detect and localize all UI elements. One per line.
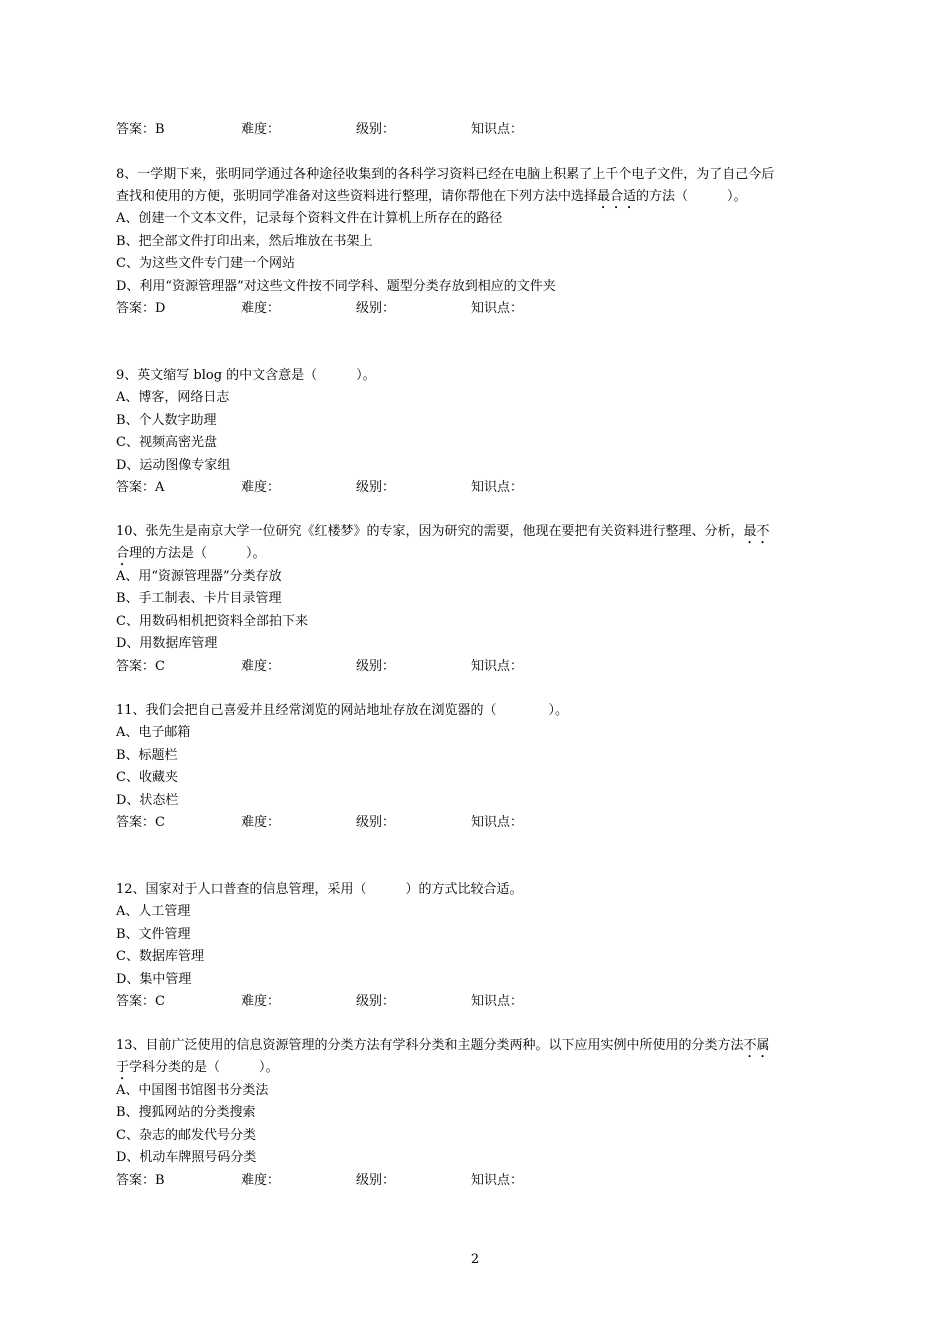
option-a: A、博客，网络日志 bbox=[116, 390, 230, 405]
question-text: 于学科分类的是（ ）。 bbox=[116, 1060, 279, 1075]
level: 级别： bbox=[356, 301, 396, 316]
knowledge-point: 知识点： bbox=[471, 122, 524, 137]
option-d: D、利用“资源管理器”对这些文件按不同学科、题型分类存放到相应的文件夹 bbox=[116, 279, 556, 294]
answer: 答案：B bbox=[116, 122, 165, 137]
answer: 答案：C bbox=[116, 659, 165, 674]
difficulty: 难度： bbox=[241, 815, 281, 830]
level: 级别： bbox=[356, 659, 396, 674]
option-b: B、手工制表、卡片目录管理 bbox=[116, 591, 282, 606]
difficulty: 难度： bbox=[241, 659, 281, 674]
answer: 答案：D bbox=[116, 301, 166, 316]
answer: 答案：C bbox=[116, 994, 165, 1009]
option-b: B、标题栏 bbox=[116, 748, 178, 763]
difficulty: 难度： bbox=[241, 122, 281, 137]
option-a: A、人工管理 bbox=[116, 904, 191, 919]
knowledge-point: 知识点： bbox=[471, 301, 524, 316]
question-text: 13、目前广泛使用的信息资源管理的分类方法有学科分类和主题分类两种。以下应用实例中所使用的分类方法不属 bbox=[116, 1038, 770, 1053]
level: 级别： bbox=[356, 815, 396, 830]
question-text: 9、英文缩写 blog 的中文含意是（ ）。 bbox=[116, 368, 376, 383]
difficulty: 难度： bbox=[241, 301, 281, 316]
level: 级别： bbox=[356, 122, 396, 137]
level: 级别： bbox=[356, 480, 396, 495]
option-d: D、状态栏 bbox=[116, 793, 179, 808]
difficulty: 难度： bbox=[241, 1173, 281, 1188]
question-text: 12、国家对于人口普查的信息管理，采用（ ）的方式比较合适。 bbox=[116, 882, 523, 897]
option-a: A、电子邮箱 bbox=[116, 725, 191, 740]
page-number: 2 bbox=[470, 1252, 480, 1267]
knowledge-point: 知识点： bbox=[471, 815, 524, 830]
emphasis-text: 最不 bbox=[743, 524, 770, 539]
option-d: D、运动图像专家组 bbox=[116, 458, 231, 473]
level: 级别： bbox=[356, 1173, 396, 1188]
option-b: B、个人数字助理 bbox=[116, 413, 217, 428]
answer: 答案：A bbox=[116, 480, 165, 495]
answer: 答案：C bbox=[116, 815, 165, 830]
difficulty: 难度： bbox=[241, 480, 281, 495]
option-d: D、用数据库管理 bbox=[116, 636, 218, 651]
answer: 答案：B bbox=[116, 1173, 165, 1188]
emphasis-text: 合 bbox=[116, 546, 130, 561]
emphasis-text: 最合适 bbox=[597, 189, 637, 204]
emphasis-text: 不属 bbox=[743, 1038, 770, 1053]
option-d: D、机动车牌照号码分类 bbox=[116, 1150, 257, 1165]
option-b: B、搜狐网站的分类搜索 bbox=[116, 1105, 256, 1120]
difficulty: 难度： bbox=[241, 994, 281, 1009]
question-text: 8、一学期下来，张明同学通过各种途径收集到的各科学习资料已经在电脑上积累了上千个电子文件，为了自己今后 bbox=[116, 167, 775, 182]
option-d: D、集中管理 bbox=[116, 972, 192, 987]
option-c: C、数据库管理 bbox=[116, 949, 204, 964]
option-a: A、中国图书馆图书分类法 bbox=[116, 1083, 269, 1098]
option-a: A、创建一个文本文件，记录每个资料文件在计算机上所存在的路径 bbox=[116, 211, 503, 226]
knowledge-point: 知识点： bbox=[471, 1173, 524, 1188]
knowledge-point: 知识点： bbox=[471, 480, 524, 495]
emphasis-text: 于 bbox=[116, 1060, 130, 1075]
option-c: C、用数码相机把资料全部拍下来 bbox=[116, 614, 308, 629]
question-text: 11、我们会把自己喜爱并且经常浏览的网站地址存放在浏览器的（ ）。 bbox=[116, 703, 569, 718]
knowledge-point: 知识点： bbox=[471, 659, 524, 674]
knowledge-point: 知识点： bbox=[471, 994, 524, 1009]
option-c: C、杂志的邮发代号分类 bbox=[116, 1128, 256, 1143]
option-c: C、收藏夹 bbox=[116, 770, 178, 785]
option-a: A、用“资源管理器”分类存放 bbox=[116, 569, 282, 584]
question-text: 10、张先生是南京大学一位研究《红楼梦》的专家，因为研究的需要，他现在要把有关资料进行整理、分析，最不 bbox=[116, 524, 770, 539]
option-c: C、视频高密光盘 bbox=[116, 435, 217, 450]
question-text: 查找和使用的方便，张明同学准备对这些资料进行整理，请你帮他在下列方法中选择最合适的方法（ ）。 bbox=[116, 189, 747, 204]
option-b: B、把全部文件打印出来，然后堆放在书架上 bbox=[116, 234, 373, 249]
question-text: 合理的方法是（ ）。 bbox=[116, 546, 266, 561]
option-c: C、为这些文件专门建一个网站 bbox=[116, 256, 295, 271]
level: 级别： bbox=[356, 994, 396, 1009]
option-b: B、文件管理 bbox=[116, 927, 191, 942]
